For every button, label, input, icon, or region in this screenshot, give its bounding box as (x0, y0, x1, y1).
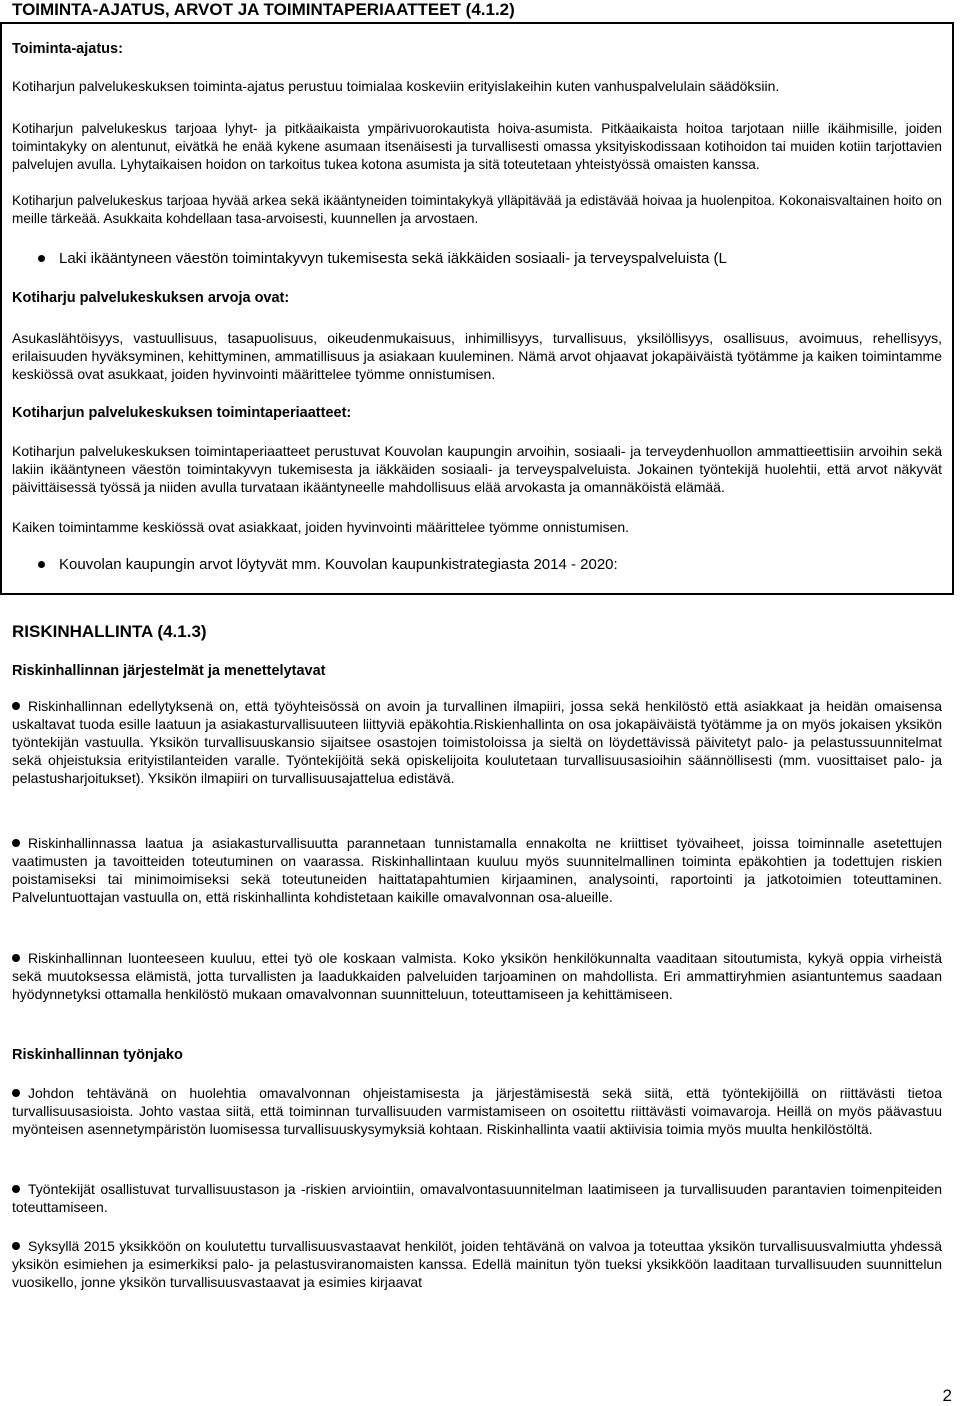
risk-bullet-2 (12, 834, 942, 906)
section-title-toiminta-ajatus: TOIMINTA-AJATUS, ARVOT JA TOIMINTAPERIAATTEET (4.1.2) (12, 0, 515, 19)
paragraph-values: Asukaslähtöisyys, vastuullisuus, tasapuolisuus, oikeudenmukaisuus, inhimillisyys, turvallisuus, yksilöllisyys, osallisuus, avoimuus, rehellisyys, erilaisuuden hyväksyminen, kehittyminen, ammatillisuus ja asiakaan kuuleminen. Nämä arvot ohjaavat jokapäiväistä työtämme ja kaiken toimintamme keskiössä ovat asukkaat, joiden hyvinvointi määrittelee työmme onnistumisen. (12, 330, 942, 382)
paragraph-services: Kotiharjun palvelukeskus tarjoaa lyhyt- ja pitkäaikaista ympärivuorokautista hoiva-asumista. Pitkäaikaista hoitoa tarjotaan niille ikäihmisille, joiden toimintakyky on alentunut, eivätkä he enää kykene asumaan itsenäisesti ja turvallisesti omassa yksityiskodissaan kotihoidon tai muiden kotiin tarjottavien palvelujen avulla. Lyhytaikaisen hoidon on tarkoitus tukea kotona asumista ja sitä toteutetaan yhteistyössä omaisten kanssa. (12, 121, 942, 172)
bullet-dot-icon (12, 1089, 20, 1097)
risk-bullet-6-text: Syksyllä 2015 yksikköön on koulutettu turvallisuusvastaavat henkilöt, joiden tehtävänä on valvoa ja toteuttaa yksikön turvallisuusvalmiutta yhdessä yksikön esimiehen ja esimerkiksi palo- ja pelastusviranomaisten kanssa. Edellä mainitun työn tueksi yksikköön laaditaan turvallisuuden suunnittelun vuosikello, jonne yksikön turvallisuusvastaavat ja esimies kirjaavat (12, 1238, 942, 1290)
bullet-dot-icon (38, 561, 45, 568)
law-bullet-text: Laki ikääntyneen väestön toimintakyvyn tukemisesta sekä iäkkäiden sosiaali- ja terveyspalveluista (L (59, 250, 727, 267)
heading-principles: Kotiharjun palvelukeskuksen toimintaperiaatteet: (12, 405, 352, 421)
heading-risk-systems: Riskinhallinnan järjestelmät ja menettelytavat (12, 663, 326, 679)
bullet-dot-icon (12, 954, 20, 962)
risk-bullet-2-text: Riskinhallinnassa laatua ja asiakasturvallisuutta parannetaan tunnistamalla ennakolta ne kriittiset työvaiheet, joissa toiminnalle asetettujen vaatimusten ja tavoitteiden toteutuminen on vaarassa. Riskinhallintaan kuuluu myös suunnitelmallinen toiminta epäkohtien ja todettujen riskien poistamiseksi tai minimoimiseksi sekä toteutuneiden haittatapahtumien kirjaaminen, analysointi, raportointi ja jatkotoimien toteuttaminen. Palveluntuottajan vastuulla on, että riskinhallinta kohdistetaan kaikille omavalvonnan osa-alueille. (12, 835, 942, 905)
paragraph-intro: Kotiharjun palvelukeskuksen toiminta-ajatus perustuu toimialaa koskeviin erityislakeihin kuten vanhuspalvelulain säädöksiin. (12, 78, 780, 94)
section-title-riskinhallinta: RISKINHALLINTA (4.1.3) (12, 622, 207, 641)
risk-bullet-3 (12, 949, 942, 1003)
heading-values: Kotiharju palvelukeskuksen arvoja ovat: (12, 290, 290, 306)
bullet-dot-icon (12, 1242, 20, 1250)
risk-bullet-1 (12, 697, 942, 787)
paragraph-quality: Kotiharjun palvelukeskus tarjoaa hyvää arkea sekä ikääntyneiden toimintakykyä ylläpitävää ja edistävää hoivaa ja huolenpitoa. Kokonaisvaltainen hoito on meille tärkeää. Asukkaita kohdellaan tasa-arvoisesti, kuunnellen ja arvostaen. (12, 193, 942, 226)
risk-bullet-3-text: Riskinhallinnan luonteeseen kuuluu, ettei työ ole koskaan valmista. Koko yksikön henkilökunnalta vaaditaan sitoutumista, kykyä oppia virheistä sekä muutoksessa elämistä, jotta turvallisten ja laadukkaiden palveluiden tarjoaminen on mahdollista. Eri ammattiryhmien asiantuntemus saadaan hyödynnetyksi ottamalla henkilöstö mukaan omavalvonnan suunnitteluun, toteuttamiseen ja kehittämiseen. (12, 950, 942, 1002)
kouvola-bullet-text: Kouvolan kaupungin arvot löytyvät mm. Kouvolan kaupunkistrategiasta 2014 - 2020: (59, 556, 618, 573)
risk-bullet-5-text: Työntekijät osallistuvat turvallisuustason ja -riskien arviointiin, omavalvontasuunnitelman laatimiseen ja turvallisuuden parantavien toimenpiteiden toteuttamiseen. (12, 1181, 942, 1215)
heading-risk-division: Riskinhallinnan työnjako (12, 1047, 183, 1063)
risk-bullet-1-text: Riskinhallinnan edellytyksenä on, että työyhteisössä on avoin ja turvallinen ilmapiiri, jossa sekä henkilöstö että asiakkaat ja heidän omaisensa uskaltavat tuoda esille laatuun ja asiakasturvallisuuteen liittyviä epäkohtia.Riskienhallinta on osa jokapäiväistä työtämme ja on myös jokaisen yksikön työntekijän vastuulla. Yksikön turvallisuuskansio sijaitsee osastojen toimistoloissa ja sieltä on löydettävissä päivitetyt palo- ja pelastussuunnitelmat sekä ohjeistuksia erityistilanteiden varalle. Työntekijöitä sekä opiskelijoita koulutetaan turvallisuusasioihin säännöllisesti (mm. vuosittaiset palo- ja pelastusharjoitukset). Yksikön ilmapiiri on turvallisuusajattelua edistävä. (12, 698, 942, 786)
heading-toiminta-ajatus: Toiminta-ajatus: (12, 41, 123, 57)
bullet-dot-icon (38, 255, 45, 262)
risk-bullet-4-text: Johdon tehtävänä on huolehtia omavalvonnan ohjeistamisesta ja järjestämisestä sekä siitä, että työntekijöillä on riittävästi tietoa turvallisuusasioista. Johto vastaa siitä, että toiminnan turvallisuuden varmistamiseen on osoitettu riittävästi voimavaroja. Heillä on myös päävastuu myönteisen asennetympäristön luomisessa turvallisuuskysymyksiä kohtaan. Riskinhallinta vaatii aktiivisia toimia myös muulta henkilöstöltä. (12, 1085, 942, 1137)
paragraph-focus: Kaiken toimintamme keskiössä ovat asiakkaat, joiden hyvinvointi määrittelee työmme onnistumisen. (12, 519, 630, 535)
paragraph-principles: Kotiharjun palvelukeskuksen toimintaperiaatteet perustuvat Kouvolan kaupungin arvoihin, sosiaali- ja terveydenhuollon ammattieettisiin arvoihin sekä lakiin ikääntyneen väestön toimintakyvyn tukemisesta ja iäkkäiden sosiaali- ja terveyspalveluista. Jokainen työntekijä huolehtii, että arvot näkyvät päivittäisessä työssä ja niiden avulla turvataan ikääntyneelle mahdollisuus elää arvokasta ja omannäköistä elämää. (12, 443, 942, 495)
law-bullet (38, 249, 938, 269)
bullet-dot-icon (12, 839, 20, 847)
risk-bullet-5 (12, 1180, 942, 1216)
risk-bullet-6 (12, 1237, 942, 1291)
risk-bullet-4 (12, 1084, 942, 1138)
kouvola-bullet (38, 555, 938, 575)
bullet-dot-icon (12, 1185, 20, 1193)
content-frame (0, 22, 954, 595)
page-number: 2 (942, 1386, 952, 1405)
bullet-dot-icon (12, 702, 20, 710)
